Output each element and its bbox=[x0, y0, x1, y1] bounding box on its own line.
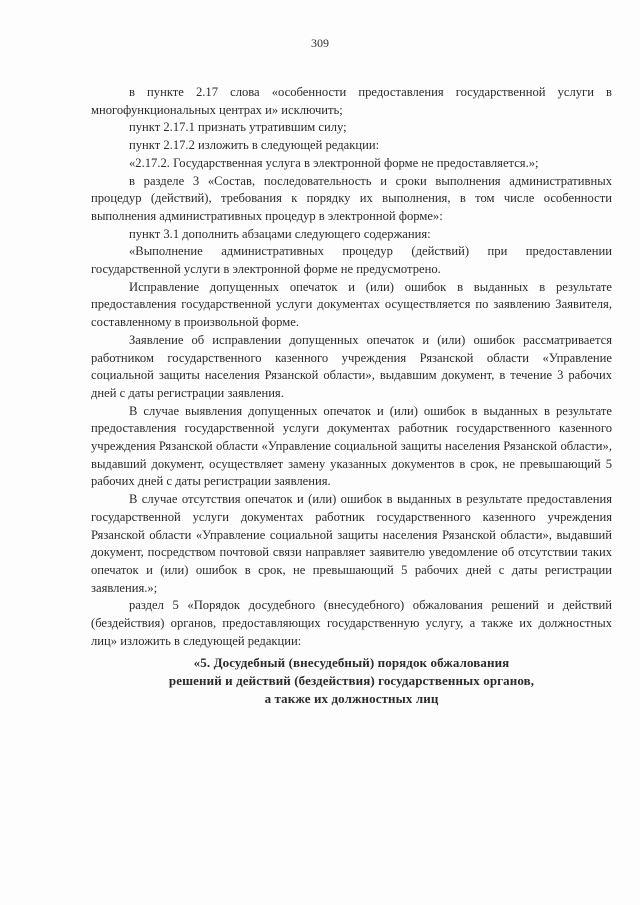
paragraph: В случае отсутствия опечаток и (или) ошибок в выданных в результате предоставления государственной услуги документах работник государственного казенного учреждения Рязанской области «Управление социальной защиты населения Рязанской области», выдавший документ, посредством почтовой связи направляет заявителю уведомление об отсутствии таких опечаток и (или) ошибок в срок, не превышающий 5 рабочих дней с даты регистрации заявления.»; bbox=[91, 492, 612, 595]
section-heading-line: решений и действий (бездействия) государственных органов, bbox=[168, 672, 535, 688]
paragraph: Исправление допущенных опечаток и (или) ошибок в выданных в результате предоставления государственной услуги документах осуществляется по заявлению Заявителя, составленному в произвольной форме. bbox=[91, 279, 612, 330]
section-heading-line: а также их должностных лиц bbox=[264, 690, 439, 706]
paragraph: пункт 2.17.1 признать утратившим силу; bbox=[129, 120, 347, 135]
section-heading bbox=[91, 654, 612, 708]
paragraph: в пункте 2.17 слова «особенности предоставления государственной услуги в многофункциональных центрах и» исключить; bbox=[91, 85, 612, 117]
paragraph: В случае выявления допущенных опечаток и (или) ошибок в выданных в результате предоставления государственной услуги документах работник государственного казенного учреждения Рязанской области «Управление социальной защиты населения Рязанской области», выдавший документ, осуществляет замену указанных документов в срок, не превышающий 5 рабочих дней с даты регистрации заявления. bbox=[91, 403, 612, 489]
paragraph: в разделе 3 «Состав, последовательность и сроки выполнения административных процедур (действий), требования к порядку их выполнения, в том числе особенности выполнения административных процедур в электронной форме»: bbox=[91, 173, 612, 223]
paragraph: Заявление об исправлении допущенных опечаток и (или) ошибок рассматривается работником государственного казенного учреждения Рязанской области «Управление социальной защиты населения Рязанской области», выдавшим документ, в течение 3 рабочих дней с даты регистрации заявления. bbox=[91, 332, 612, 400]
paragraph: пункт 2.17.2 изложить в следующей редакции: bbox=[129, 138, 380, 153]
paragraph: раздел 5 «Порядок досудебного (внесудебного) обжалования решений и действий (бездействия) органов, предоставляющих государственную услугу, а также их должностных лиц» изложить в следующей редакции: bbox=[91, 598, 612, 648]
paragraph: пункт 3.1 дополнить абзацами следующего содержания: bbox=[129, 226, 431, 241]
section-heading-line: «5. Досудебный (внесудебный) порядок обжалования bbox=[193, 654, 510, 670]
paragraph: «2.17.2. Государственная услуга в электронной форме не предоставляется.»; bbox=[129, 155, 539, 170]
paragraph: «Выполнение административных процедур (действий) при предоставлении государственной услуги в электронной форме не предусмотрено. bbox=[91, 244, 612, 277]
document-body bbox=[91, 84, 612, 708]
page-number: 309 bbox=[311, 36, 329, 50]
